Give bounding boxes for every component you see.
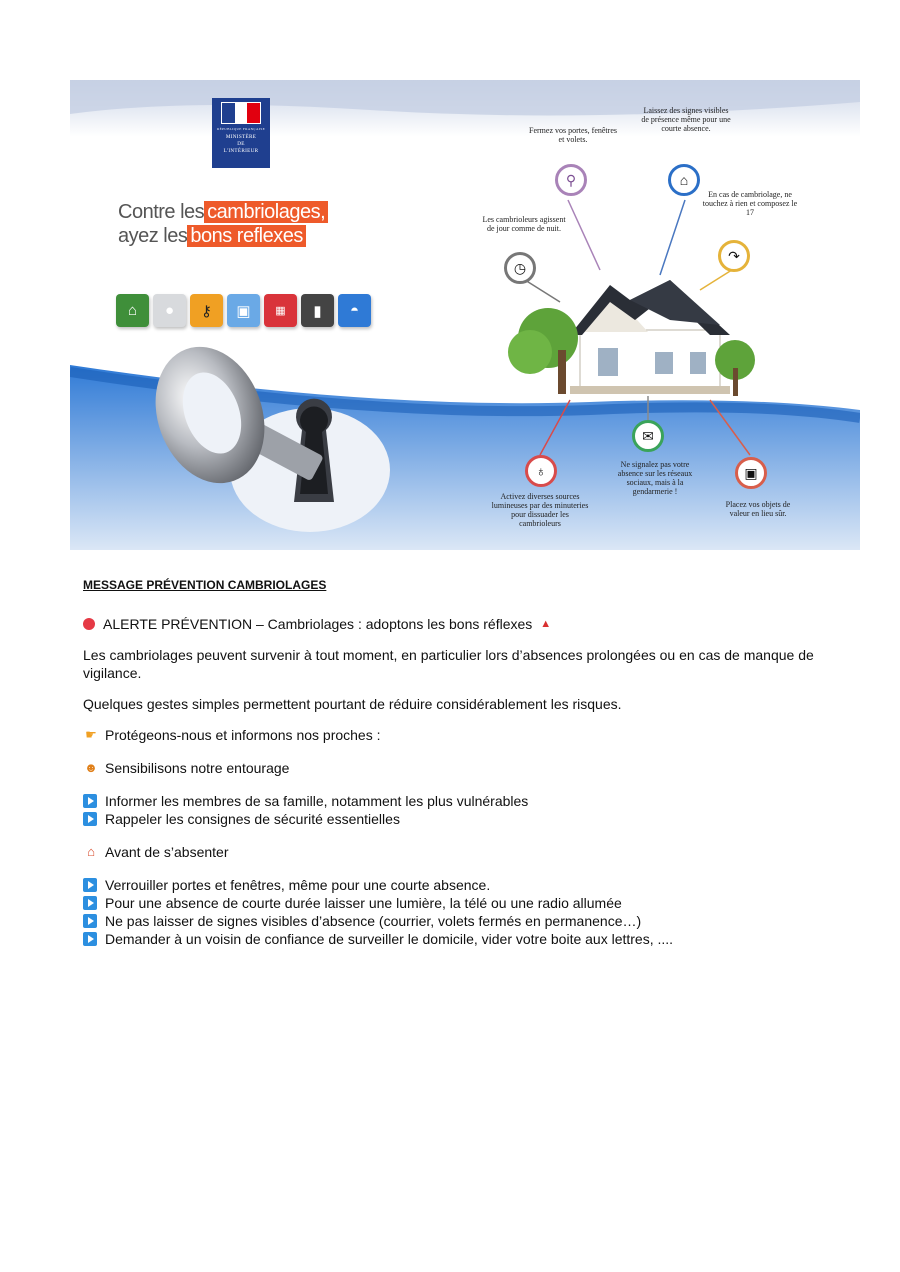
section-heading — [83, 759, 873, 777]
intro-text: Protégeons-nous et informons nos proches : — [105, 727, 381, 743]
play-button-icon — [83, 812, 97, 826]
pointing-hand-icon: ☛ — [85, 727, 97, 742]
house-icon: ⌂ — [668, 164, 700, 196]
list-item — [83, 876, 873, 894]
play-button-icon — [83, 896, 97, 910]
paragraph-simple-gestures: Quelques gestes simples permettent pourtant de réduire considérablement les risques. — [83, 696, 622, 712]
key-icon: ⚷ — [190, 294, 223, 327]
list-item-text: Demander à un voisin de confiance de surveiller le domicile, vider votre boite aux lettres, .... — [105, 931, 674, 947]
siren-icon: ▲ — [540, 618, 552, 630]
list-item — [83, 912, 873, 930]
tip-visible-presence: Laissez des signes visibles de présence même pour une courte absence. — [641, 106, 731, 133]
tip-valuables: Placez vos objets de valeur en lieu sûr. — [725, 500, 791, 518]
list-item-text: Rappeler les consignes de sécurité essentielles — [105, 811, 400, 827]
section-heading — [83, 843, 873, 861]
ministry-line: MINISTÈRE — [225, 134, 257, 140]
alert-text: ALERTE PRÉVENTION – Cambriolages : adoptons les bons réflexes — [103, 616, 533, 632]
slogan-highlight: cambriolages, — [204, 201, 328, 223]
list-item-text: Informer les membres de sa famille, notamment les plus vulnérables — [105, 793, 529, 809]
lock-icon: ▣ — [735, 457, 767, 489]
play-button-icon — [83, 794, 97, 808]
document-body — [83, 578, 873, 948]
prevention-poster — [70, 80, 860, 550]
key-icon: ⚲ — [555, 164, 587, 196]
security-icon-tiles — [116, 294, 371, 327]
document-heading: MESSAGE PRÉVENTION CAMBRIOLAGES — [83, 578, 327, 592]
list-item — [83, 894, 873, 912]
list-item-text: Verrouiller portes et fenêtres, même pour une courte absence. — [105, 877, 491, 893]
section-title: Sensibilisons notre entourage — [105, 760, 290, 776]
ministry-line: L'INTÉRIEUR — [223, 148, 259, 154]
keypad-icon: ▦ — [264, 294, 297, 327]
slogan-text: Contre les — [118, 201, 205, 223]
republic-label: RÉPUBLIQUE FRANÇAISE — [216, 127, 266, 131]
padlock-icon: ▣ — [227, 294, 260, 327]
lightbulb-icon: ● — [153, 294, 186, 327]
alert-line — [83, 616, 873, 632]
slogan-highlight: bons reflexes — [187, 225, 305, 247]
people-icon: ☻ — [84, 760, 98, 775]
list-item — [83, 810, 873, 828]
list-item-text: Ne pas laisser de signes visibles d’absence (courrier, volets fermés en permanence…) — [105, 913, 642, 929]
red-circle-icon — [83, 618, 95, 630]
list-item-text: Pour une absence de courte durée laisser une lumière, la télé ou une radio allumée — [105, 895, 622, 911]
french-flag-icon — [221, 102, 261, 124]
tip-day-and-night: Les cambrioleurs agissent de jour comme de nuit. — [482, 215, 566, 233]
phone-arrow-icon: ↷ — [718, 240, 750, 272]
tip-social-networks: Ne signalez pas votre absence sur les réseaux sociaux, mais à la gendarmerie ! — [617, 460, 693, 496]
play-button-icon — [83, 878, 97, 892]
ministry-line: DE — [237, 141, 245, 147]
tip-call-17: En cas de cambriolage, ne touchez à rien et composez le 17 — [702, 190, 798, 217]
bulb-icon: ♁ — [525, 455, 557, 487]
intro-line — [83, 726, 873, 744]
play-button-icon — [83, 932, 97, 946]
list-item — [83, 930, 873, 948]
clock-icon: ◷ — [504, 252, 536, 284]
home-icon: ⌂ — [116, 294, 149, 327]
play-button-icon — [83, 914, 97, 928]
list-item — [83, 792, 873, 810]
ministry-logo — [212, 98, 270, 168]
poster-slogan — [118, 200, 328, 248]
door-icon: ▮ — [301, 294, 334, 327]
tip-light-timers: Activez diverses sources lumineuses par des minuteries pour dissuader les cambrioleurs — [491, 492, 589, 528]
paragraph-risk: Les cambriolages peuvent survenir à tout moment, en particulier lors d’absences prolongées ou en cas de manque de vigilance. — [83, 647, 814, 681]
tip-close-doors: Fermez vos portes, fenêtres et volets. — [529, 126, 617, 144]
section-title: Avant de s’absenter — [105, 844, 229, 860]
alarm-icon: ◓ — [338, 294, 371, 327]
mail-icon: ✉ — [632, 420, 664, 452]
house-icon: ⌂ — [87, 844, 95, 859]
slogan-text: ayez les — [118, 225, 188, 247]
